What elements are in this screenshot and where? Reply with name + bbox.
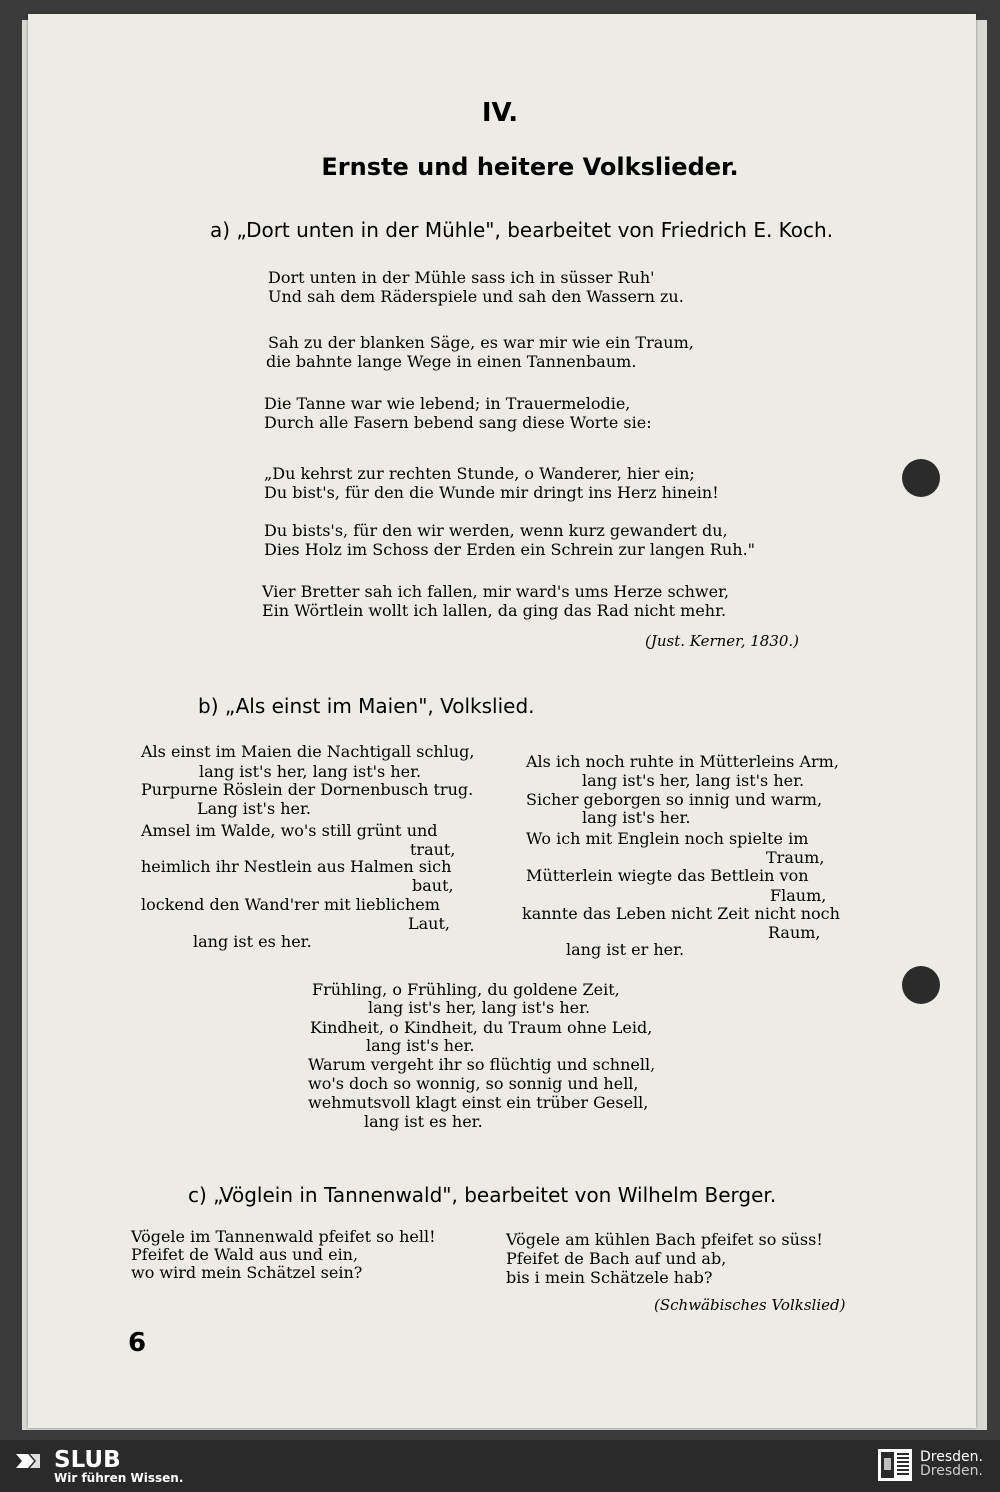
verse-line: Dort unten in der Mühle sass ich in süsser Ruh' <box>268 268 655 287</box>
verse-line: Lang ist's her. <box>197 799 311 818</box>
slub-logo-icon <box>14 1450 42 1472</box>
verse-line: bis i mein Schätzele hab? <box>506 1268 713 1287</box>
verse-line: Du bist's, für den die Wunde mir dringt ins Herz hinein! <box>264 483 719 502</box>
verse-line: kannte das Leben nicht Zeit nicht noch <box>522 904 840 923</box>
section-number: IV. <box>481 98 519 128</box>
verse-line: „Du kehrst zur rechten Stunde, o Wanderer, hier ein; <box>264 464 695 483</box>
footer-bar <box>0 1440 1000 1492</box>
source-attribution: (Schwäbisches Volkslied) <box>654 1296 846 1314</box>
verse-line: die bahnte lange Wege in einen Tannenbaum. <box>266 352 637 371</box>
verse-line: baut, <box>412 876 454 895</box>
verse-line: Sah zu der blanken Säge, es war mir wie ein Traum, <box>268 333 694 352</box>
verse-line: Die Tanne war wie lebend; in Trauermelodie, <box>264 394 631 413</box>
verse-line: Vögele im Tannenwald pfeifet so hell! <box>131 1227 436 1246</box>
verse-line: Raum, <box>768 923 821 942</box>
section-c-title: c) „Vöglein in Tannenwald", bearbeitet von Wilhelm Berger. <box>188 1183 777 1207</box>
section-b-title: b) „Als einst im Maien", Volkslied. <box>198 694 535 718</box>
verse-line: lang ist es her. <box>364 1112 483 1131</box>
slub-tagline: Wir führen Wissen. <box>54 1471 184 1485</box>
dresden-coat-of-arms-icon <box>877 1448 913 1482</box>
section-a-title: a) „Dort unten in der Mühle", bearbeitet von Friedrich E. Koch. <box>210 218 834 242</box>
verse-line: lang ist's her. <box>366 1036 475 1055</box>
verse-line: Purpurne Röslein der Dornenbusch trug. <box>141 780 474 799</box>
verse-line: lang ist's her. <box>582 808 691 827</box>
verse-line: Ein Wörtlein wollt ich lallen, da ging das Rad nicht mehr. <box>262 601 727 620</box>
verse-line: lang ist es her. <box>193 932 312 951</box>
punch-hole <box>902 966 940 1004</box>
verse-line: lockend den Wand'rer mit lieblichem <box>141 895 440 914</box>
verse-line: Frühling, o Frühling, du goldene Zeit, <box>312 980 620 999</box>
verse-line: Und sah dem Räderspiele und sah den Wassern zu. <box>268 287 684 306</box>
verse-line: Kindheit, o Kindheit, du Traum ohne Leid, <box>310 1018 653 1037</box>
verse-line: Als einst im Maien die Nachtigall schlug, <box>141 742 475 761</box>
verse-line: Vier Bretter sah ich fallen, mir ward's ums Herze schwer, <box>262 582 730 601</box>
punch-hole <box>902 459 940 497</box>
verse-line: Amsel im Walde, wo's still grünt und <box>141 821 438 840</box>
verse-line: wo wird mein Schätzel sein? <box>131 1263 363 1282</box>
verse-line: Dies Holz im Schoss der Erden ein Schrein zur langen Ruh." <box>264 540 756 559</box>
dresden-logo-text: Dresden. <box>920 1449 983 1465</box>
verse-line: Du bists's, für den wir werden, wenn kurz gewandert du, <box>264 521 728 540</box>
verse-line: Laut, <box>408 914 450 933</box>
verse-line: traut, <box>410 840 456 859</box>
verse-line: lang ist's her, lang ist's her. <box>199 762 422 781</box>
source-attribution: (Just. Kerner, 1830.) <box>645 632 800 650</box>
verse-line: Pfeifet de Wald aus und ein, <box>131 1245 359 1264</box>
verse-line: Sicher geborgen so innig und warm, <box>526 790 823 809</box>
verse-line: Vögele am kühlen Bach pfeifet so süss! <box>506 1230 823 1249</box>
verse-line: Flaum, <box>770 886 827 905</box>
dresden-logo-text-mirrored: Dresden. <box>920 1463 983 1479</box>
page-number: 6 <box>128 1328 147 1358</box>
verse-line: lang ist's her, lang ist's her. <box>582 771 805 790</box>
slub-logo-text[interactable]: SLUB <box>54 1447 121 1473</box>
verse-line: Durch alle Fasern bebend sang diese Worte sie: <box>264 413 652 432</box>
verse-line: wo's doch so wonnig, so sonnig und hell, <box>308 1074 639 1093</box>
verse-line: heimlich ihr Nestlein aus Halmen sich <box>141 857 452 876</box>
verse-line: Warum vergeht ihr so flüchtig und schnell, <box>308 1055 656 1074</box>
verse-line: lang ist's her, lang ist's her. <box>368 998 591 1017</box>
verse-line: lang ist er her. <box>566 940 685 959</box>
verse-line: Traum, <box>766 848 825 867</box>
dresden-logo[interactable] <box>920 1450 983 1478</box>
verse-line: Mütterlein wiegte das Bettlein von <box>526 866 809 885</box>
verse-line: Als ich noch ruhte in Mütterleins Arm, <box>526 752 839 771</box>
verse-line: wehmutsvoll klagt einst ein trüber Gesell, <box>308 1093 649 1112</box>
page-title: Ernste und heitere Volkslieder. <box>321 153 739 181</box>
verse-line: Wo ich mit Englein noch spielte im <box>526 829 809 848</box>
verse-line: Pfeifet de Bach auf und ab, <box>506 1249 727 1268</box>
